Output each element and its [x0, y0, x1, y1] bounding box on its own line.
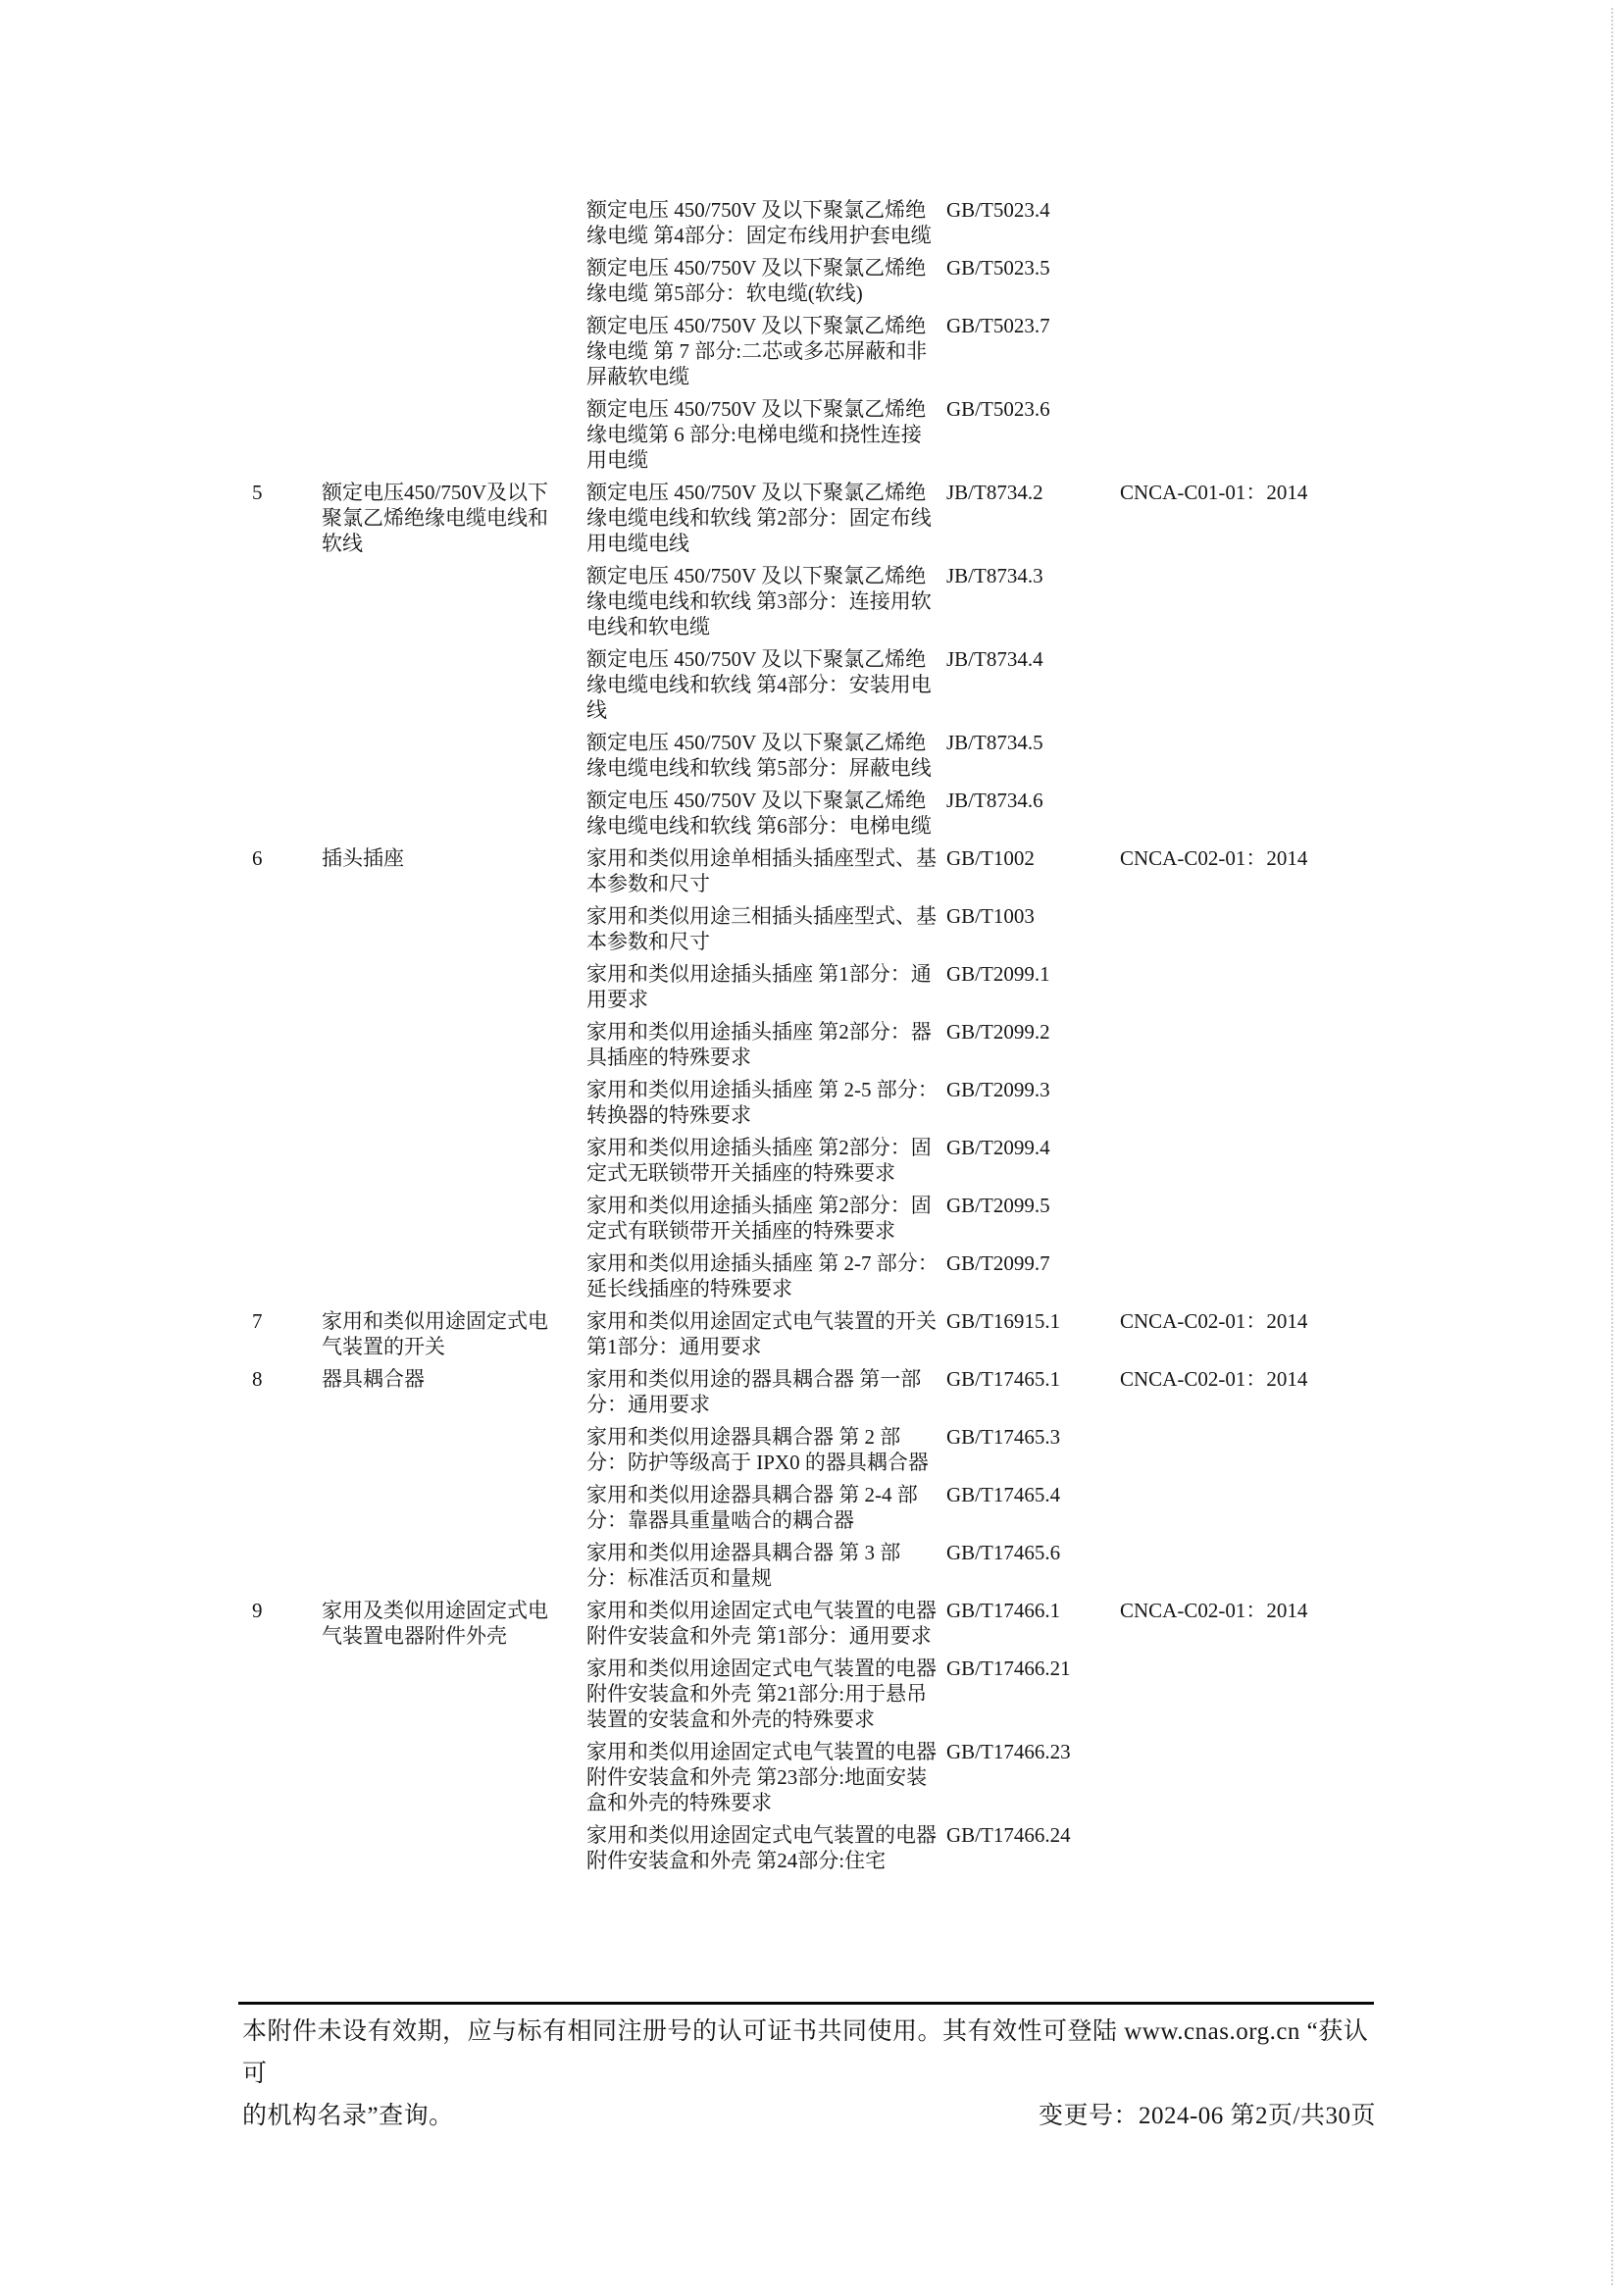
standard-entry — [586, 1424, 1388, 1475]
standard-code: GB/T2099.5 — [946, 1194, 1050, 1217]
standard-code: GB/T17466.23 — [946, 1740, 1071, 1763]
standard-name: 家用和类似用途固定式电气装置的开关 第1部分：通用要求 — [586, 1309, 937, 1358]
footer-note-line1: 本附件未设有效期，应与标有相同注册号的认可证书共同使用。其有效性可登陆 www.cnas.org.cn “获认可 — [242, 2018, 1369, 2087]
standard-entry — [586, 563, 1388, 639]
implementation-rule: CNCA-C02-01：2014 — [1120, 1367, 1308, 1391]
standard-name: 额定电压 450/750V 及以下聚氯乙烯绝缘电缆 第5部分：软电缆(软线) — [586, 256, 927, 305]
standard-name: 家用和类似用途单相插头插座型式、基本参数和尺寸 — [586, 846, 937, 895]
standard-code: GB/T17465.1 — [946, 1367, 1061, 1391]
table-row — [250, 1366, 1388, 1598]
standard-code: GB/T5023.7 — [946, 314, 1050, 337]
row-category: 家用及类似用途固定式电气装置电器附件外壳 — [322, 1599, 548, 1648]
standard-entry — [586, 313, 1388, 389]
standard-entry — [586, 197, 1388, 248]
footer-change-number: 变更号：2024-06 第2页/共30页 — [1038, 2103, 1376, 2129]
standards-list — [586, 1308, 1388, 1366]
standard-entry — [586, 1598, 1388, 1649]
standard-entry — [586, 1540, 1388, 1591]
standard-code: JB/T8734.3 — [946, 564, 1043, 587]
standard-code: GB/T1003 — [946, 904, 1035, 928]
standards-list — [586, 1598, 1388, 1880]
standard-code: GB/T2099.2 — [946, 1020, 1050, 1044]
standard-code: GB/T17466.21 — [946, 1657, 1071, 1680]
table-row — [250, 1598, 1388, 1880]
standard-name: 家用和类似用途插头插座 第1部分：通用要求 — [586, 962, 932, 1011]
standard-entry — [586, 1193, 1388, 1244]
standard-code: GB/T5023.5 — [946, 256, 1050, 280]
standard-entry — [586, 646, 1388, 723]
standard-code: GB/T17466.1 — [946, 1599, 1061, 1622]
standard-name: 家用和类似用途固定式电气装置的电器附件安装盒和外壳 第24部分:住宅 — [586, 1823, 937, 1872]
standard-name: 家用和类似用途器具耦合器 第 2-4 部分：靠器具重量啮合的耦合器 — [586, 1483, 918, 1532]
standard-code: GB/T17465.6 — [946, 1541, 1061, 1564]
standard-entry — [586, 1135, 1388, 1186]
standard-code: JB/T8734.6 — [946, 789, 1043, 812]
standard-code: GB/T2099.4 — [946, 1136, 1050, 1159]
standard-code: GB/T5023.6 — [946, 397, 1050, 421]
standards-list — [586, 845, 1388, 1308]
standard-entry — [586, 480, 1388, 556]
standard-code: GB/T1002 — [946, 846, 1035, 870]
standard-code: GB/T17465.4 — [946, 1483, 1061, 1506]
row-number: 9 — [252, 1599, 263, 1622]
standard-entry — [586, 1250, 1388, 1301]
standard-code: GB/T5023.4 — [946, 198, 1050, 222]
standard-name: 家用和类似用途插头插座 第2部分：器具插座的特殊要求 — [586, 1020, 932, 1069]
standard-code: GB/T2099.3 — [946, 1078, 1050, 1101]
standard-entry — [586, 903, 1388, 954]
implementation-rule: CNCA-C02-01：2014 — [1120, 1309, 1308, 1333]
row-category: 额定电压450/750V及以下聚氯乙烯绝缘电缆电线和软线 — [322, 481, 548, 555]
standard-name: 家用和类似用途固定式电气装置的电器附件安装盒和外壳 第23部分:地面安装盒和外壳的特殊要求 — [586, 1740, 937, 1814]
standard-name: 额定电压 450/750V 及以下聚氯乙烯绝缘电缆 第 7 部分:二芯或多芯屏蔽和非屏蔽软电缆 — [586, 314, 928, 388]
standard-entry — [586, 1077, 1388, 1128]
table-row — [250, 197, 1388, 480]
standard-entry — [586, 788, 1388, 839]
footer-divider — [238, 2002, 1374, 2005]
standard-name: 家用和类似用途插头插座 第2部分：固定式有联锁带开关插座的特殊要求 — [586, 1194, 932, 1243]
standard-name: 家用和类似用途的器具耦合器 第一部分：通用要求 — [586, 1367, 922, 1416]
standard-name: 家用和类似用途器具耦合器 第 3 部分：标准活页和量规 — [586, 1541, 901, 1590]
row-category: 家用和类似用途固定式电气装置的开关 — [322, 1309, 548, 1358]
standard-entry — [586, 1482, 1388, 1533]
standard-name: 额定电压 450/750V 及以下聚氯乙烯绝缘电缆第 6 部分:电梯电缆和挠性连接用电缆 — [586, 397, 927, 472]
standard-code: JB/T8734.2 — [946, 481, 1043, 504]
row-category: 插头插座 — [322, 846, 404, 870]
standard-name: 家用和类似用途器具耦合器 第 2 部分：防护等级高于 IPX0 的器具耦合器 — [586, 1425, 929, 1474]
standard-name: 家用和类似用途插头插座 第 2-7 部分：延长线插座的特殊要求 — [586, 1251, 939, 1300]
standard-entry — [586, 1019, 1388, 1070]
standard-code: GB/T16915.1 — [946, 1309, 1061, 1333]
standard-name: 额定电压 450/750V 及以下聚氯乙烯绝缘电缆 第4部分：固定布线用护套电缆 — [586, 198, 932, 247]
row-category: 器具耦合器 — [322, 1367, 425, 1391]
standard-entry — [586, 730, 1388, 781]
standard-code: GB/T17466.24 — [946, 1823, 1071, 1847]
footer-note-line2 — [242, 2095, 1376, 2137]
standard-code: GB/T2099.1 — [946, 962, 1050, 986]
standard-name: 额定电压 450/750V 及以下聚氯乙烯绝缘电缆电线和软线 第4部分：安装用电线 — [586, 647, 932, 722]
standard-name: 家用和类似用途三相插头插座型式、基本参数和尺寸 — [586, 904, 937, 953]
standard-code: JB/T8734.5 — [946, 731, 1043, 754]
accreditation-standards-table — [250, 197, 1388, 1880]
footer-note — [242, 2011, 1376, 2137]
standard-entry — [586, 961, 1388, 1012]
row-number: 7 — [252, 1309, 263, 1333]
standard-entry — [586, 1822, 1388, 1873]
implementation-rule: CNCA-C02-01：2014 — [1120, 1599, 1308, 1622]
standard-code: GB/T2099.7 — [946, 1251, 1050, 1275]
row-number: 6 — [252, 846, 263, 870]
standard-name: 家用和类似用途固定式电气装置的电器附件安装盒和外壳 第21部分:用于悬吊装置的安装盒和外壳的特殊要求 — [586, 1657, 937, 1731]
standards-list — [586, 197, 1388, 480]
standards-list — [586, 1366, 1388, 1598]
implementation-rule: CNCA-C02-01：2014 — [1120, 846, 1308, 870]
standard-entry — [586, 1366, 1388, 1417]
standards-list — [586, 480, 1388, 845]
standard-name: 额定电压 450/750V 及以下聚氯乙烯绝缘电缆电线和软线 第5部分：屏蔽电线 — [586, 731, 932, 780]
table-row — [250, 845, 1388, 1308]
standard-entry — [586, 396, 1388, 473]
row-number: 8 — [252, 1367, 263, 1391]
standard-name: 额定电压 450/750V 及以下聚氯乙烯绝缘电缆电线和软线 第6部分：电梯电缆 — [586, 789, 932, 838]
standard-name: 家用和类似用途固定式电气装置的电器附件安装盒和外壳 第1部分：通用要求 — [586, 1599, 937, 1648]
scan-edge-artifact — [1611, 8, 1613, 2285]
footer-note-line2-left: 的机构名录”查询。 — [242, 2103, 454, 2129]
standard-entry — [586, 1739, 1388, 1815]
implementation-rule: CNCA-C01-01：2014 — [1120, 481, 1308, 504]
standard-name: 家用和类似用途插头插座 第2部分：固定式无联锁带开关插座的特殊要求 — [586, 1136, 932, 1185]
standard-entry — [586, 845, 1388, 896]
standard-name: 额定电压 450/750V 及以下聚氯乙烯绝缘电缆电线和软线 第3部分：连接用软电线和软电缆 — [586, 564, 932, 638]
standard-code: GB/T17465.3 — [946, 1425, 1061, 1449]
standard-entry — [586, 255, 1388, 306]
table-row — [250, 1308, 1388, 1366]
standard-name: 额定电压 450/750V 及以下聚氯乙烯绝缘电缆电线和软线 第2部分：固定布线用电缆电线 — [586, 481, 932, 555]
table-row — [250, 480, 1388, 845]
standard-entry — [586, 1656, 1388, 1732]
row-number: 5 — [252, 481, 263, 504]
standard-code: JB/T8734.4 — [946, 647, 1043, 671]
standard-name: 家用和类似用途插头插座 第 2-5 部分：转换器的特殊要求 — [586, 1078, 939, 1127]
standard-entry — [586, 1308, 1388, 1359]
